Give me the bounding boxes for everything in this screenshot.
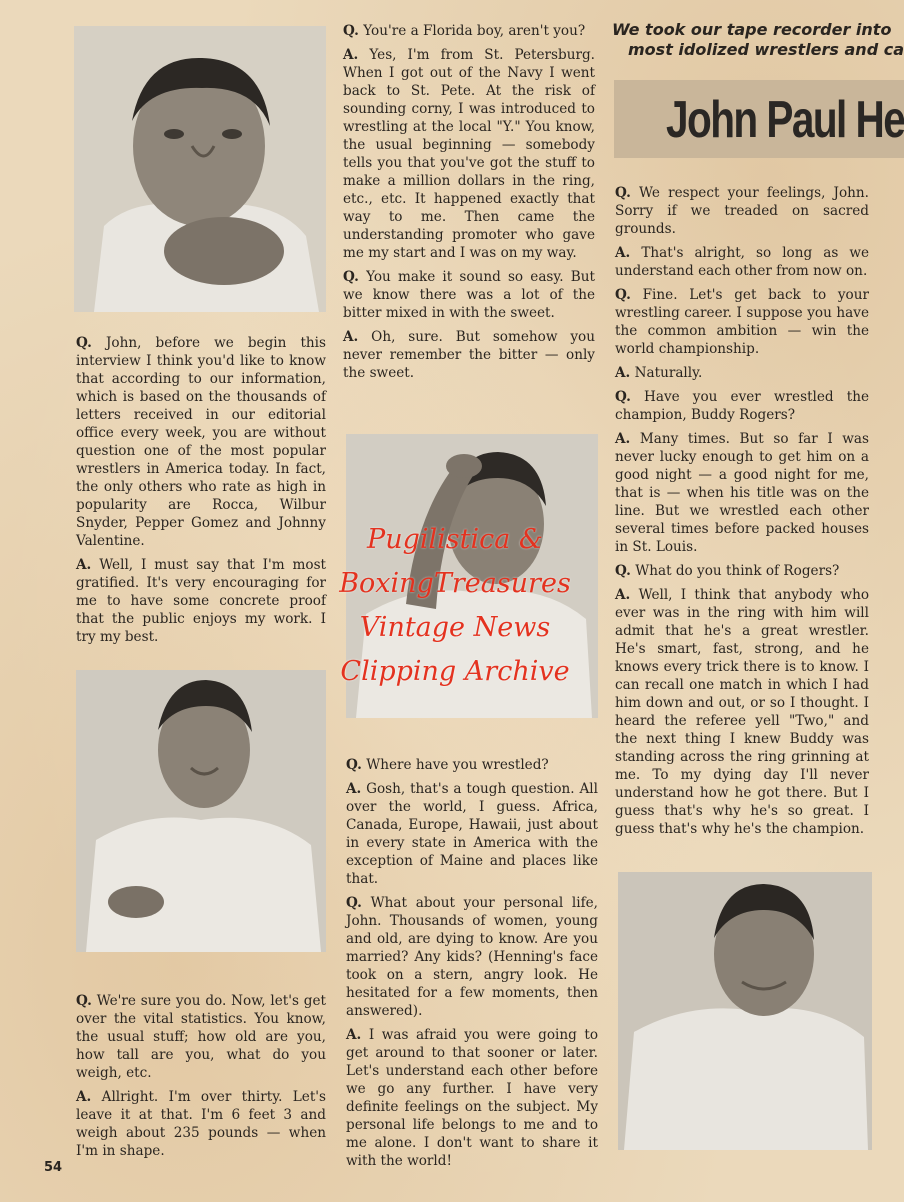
interview-question: [615, 184, 869, 238]
question-text: You're a Florida boy, aren't you?: [363, 23, 586, 39]
right-column: [615, 184, 869, 844]
middle-column-bottom: [346, 756, 598, 1176]
answer-text: Many times. But so far I was never lucky enough to get him on a good night — a good night for me, that is — when his title was on the line. But we wrestled each other several times before packed houses in St. Louis.: [615, 431, 869, 555]
interview-question: [343, 268, 595, 322]
interview-question: [615, 562, 869, 580]
a-label: A.: [343, 329, 359, 345]
watermark-line-3: Vintage News: [359, 612, 551, 643]
wrestler-photo-thinking: [74, 26, 326, 312]
question-text: What about your personal life, John. Thousands of women, young and old, are dying to know. Are you married? Any kids? (Henning's face took on a stern, angry look. He hesitated for a few moments, then answered).: [346, 895, 599, 1019]
answer-text: Well, I think that anybody who ever was in the ring with him will admit that he's a great wrestler. He's smart, fast, strong, and he knows every trick there is to know. I can recall one match in which I had him down and out, or so I thought. I heard the referee yell "Two," and the next thing I knew Buddy was standing across the ring grinning at me. To my dying day I'll never understand how he got there. But I guess that's why he's so great. I guess that's why he's the champion.: [615, 587, 870, 837]
a-label: A.: [346, 1027, 362, 1043]
interview-answer: [76, 556, 326, 646]
answer-text: Oh, sure. But somehow you never remember the bitter — only the sweet.: [343, 329, 595, 381]
interview-answer: [346, 1026, 598, 1170]
q-label: Q.: [346, 895, 362, 911]
wrestler-photo-pointing: [76, 670, 326, 952]
interview-answer: [346, 780, 598, 888]
interview-answer: [615, 430, 869, 556]
q-label: Q.: [346, 757, 362, 773]
interview-question: [615, 286, 869, 358]
a-label: A.: [615, 587, 631, 603]
answer-text: Naturally.: [634, 365, 703, 381]
q-label: Q.: [615, 287, 631, 303]
title-banner: [614, 80, 904, 158]
a-label: A.: [615, 431, 631, 447]
interview-question: [343, 22, 595, 40]
q-label: Q.: [615, 563, 631, 579]
interview-answer: [76, 1088, 326, 1160]
a-label: A.: [76, 557, 92, 573]
left-column-bottom: [76, 992, 326, 1166]
interview-answer: [343, 46, 595, 262]
interview-answer: [615, 586, 869, 838]
question-text: Have you ever wrestled the champion, Buddy Rogers?: [615, 389, 869, 423]
answer-text: Well, I must say that I'm most gratified. It's very encouraging for me to have some concrete proof that the public enjoys my work. I try my best.: [76, 557, 327, 645]
watermark-line-4: Clipping Archive: [340, 656, 570, 687]
page-number: 54: [44, 1160, 63, 1175]
question-text: John, before we begin this interview I think you'd like to know that according to our information, which is based on the thousands of letters received in our editorial office every week, you are without question one of the most popular wrestlers in America today. In fact, the only others who rate as high in popularity are Rocca, Wilbur Snyder, Pepper Gomez and Johnny Valentine.: [76, 335, 326, 549]
answer-text: I was afraid you were going to get around to that sooner or later. Let's understand each other before we go any further. I have very definite feelings on the subject. My personal life belongs to me and to me alone. I don't want to share it with the world!: [346, 1027, 598, 1169]
q-label: Q.: [615, 185, 631, 201]
interview-question: [346, 756, 598, 774]
q-label: Q.: [76, 993, 92, 1009]
question-text: We respect your feelings, John. Sorry if we treaded on sacred grounds.: [615, 185, 869, 237]
a-label: A.: [615, 365, 631, 381]
a-label: A.: [343, 47, 359, 63]
question-text: You make it sound so easy. But we know there was a lot of the bitter mixed in with the sweet.: [343, 269, 595, 321]
middle-column-top: [343, 22, 595, 388]
headline-line-1: We took our tape recorder into: [612, 20, 892, 39]
interview-answer: [615, 244, 869, 280]
interview-answer: [343, 328, 595, 382]
interview-question: [76, 334, 326, 550]
question-text: Fine. Let's get back to your wrestling career. I suppose you have the common ambition — win the world championship.: [615, 287, 869, 357]
question-text: We're sure you do. Now, let's get over the vital statistics. You know, the usual stuff; how old are you, how tall are you, what do you weigh, etc.: [76, 993, 326, 1081]
answer-text: That's alright, so long as we understand each other from now on.: [615, 245, 869, 279]
answer-text: Yes, I'm from St. Petersburg. When I got out of the Navy I went back to St. Pete. At the risk of sounding corny, I was introduced to wrestling at the local "Y." You know, the usual beginning — somebody tells you that you've got the stuff to make a million dollars in the ring, etc., etc. It happened exactly that way to me. Then came the understanding promoter who gave me my start and I was on my way.: [343, 47, 596, 261]
question-text: What do you think of Rogers?: [635, 563, 840, 579]
article-title: John Paul He: [666, 91, 904, 149]
interview-question: [346, 894, 598, 1020]
answer-text: Allright. I'm over thirty. Let's leave it at that. I'm 6 feet 3 and weigh about 235 pounds — when I'm in shape.: [76, 1089, 326, 1159]
interview-answer: [615, 364, 869, 382]
q-label: Q.: [76, 335, 92, 351]
headline-line-2: most idolized wrestlers and ca: [628, 40, 904, 59]
q-label: Q.: [343, 23, 359, 39]
watermark-line-2: BoxingTreasures: [339, 568, 571, 599]
watermark-line-1: Pugilistica &: [367, 524, 543, 555]
wrestler-photo-smiling: [618, 872, 872, 1150]
a-label: A.: [76, 1089, 92, 1105]
answer-text: Gosh, that's a tough question. All over the world, I guess. Africa, Canada, Europe, Hawaii, just about in every state in America with the exception of Maine and places like that.: [346, 781, 598, 887]
question-text: Where have you wrestled?: [366, 757, 549, 773]
a-label: A.: [615, 245, 631, 261]
interview-question: [76, 992, 326, 1082]
a-label: A.: [346, 781, 362, 797]
archive-watermark: [330, 518, 580, 694]
interview-question: [615, 388, 869, 424]
q-label: Q.: [343, 269, 359, 285]
left-column-top: [76, 334, 326, 652]
q-label: Q.: [615, 389, 631, 405]
